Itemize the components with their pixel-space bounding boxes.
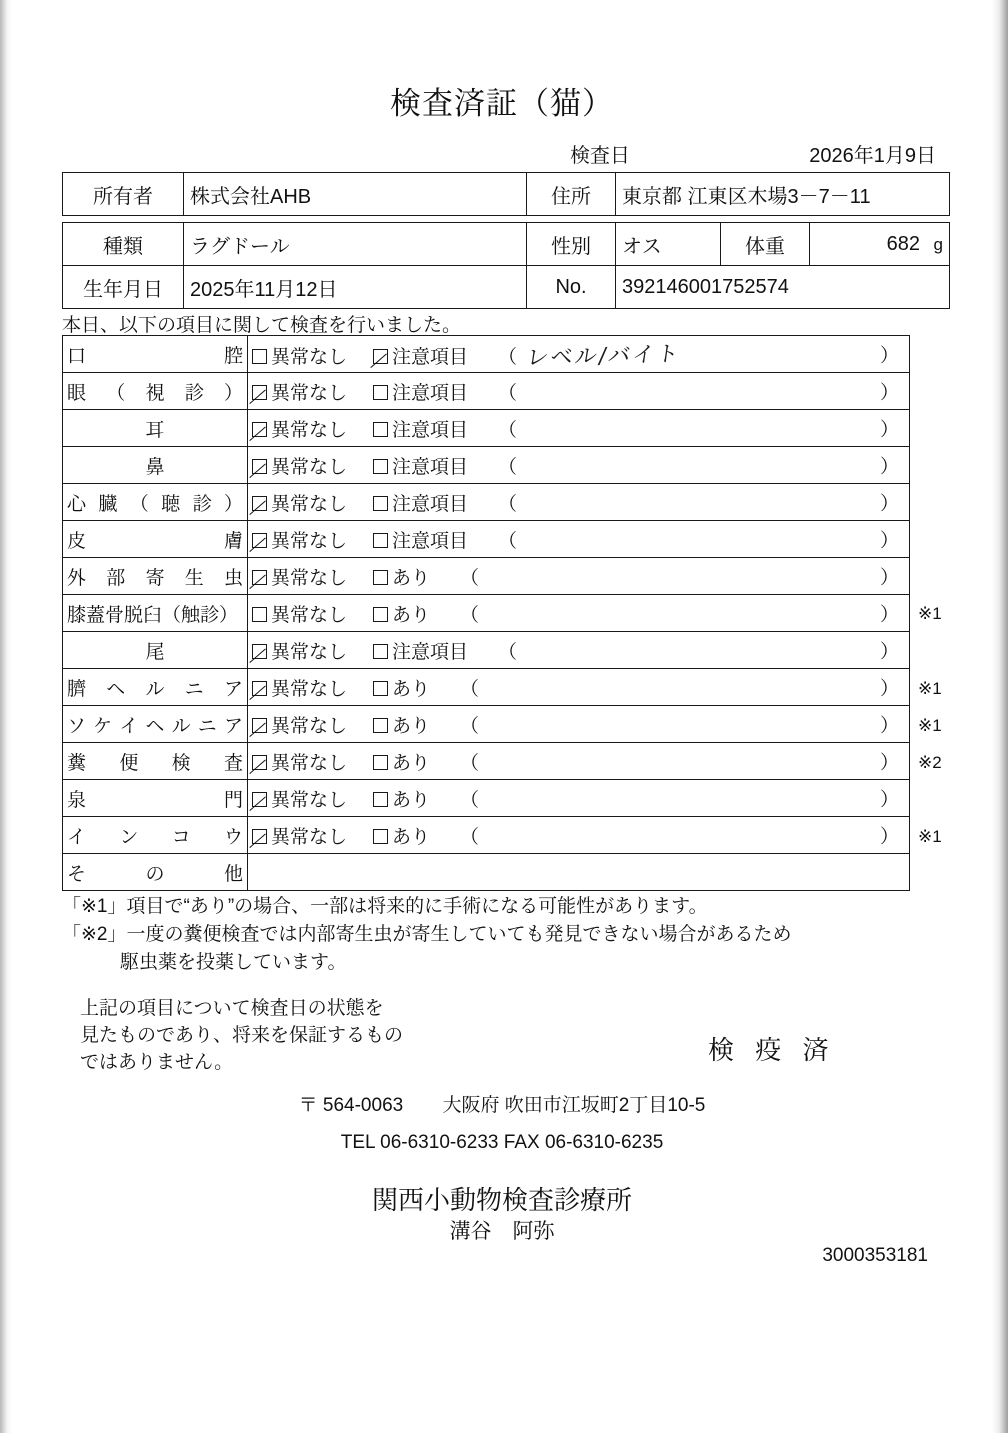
- exam-row-options: [248, 595, 910, 632]
- remark-paren-close: ）: [879, 530, 899, 552]
- option-normal-label: 異常なし: [271, 641, 348, 663]
- checkbox-icon[interactable]: [373, 496, 388, 511]
- checkbox-icon[interactable]: [373, 755, 388, 770]
- number-value: 392146001752574: [616, 266, 950, 309]
- remark-paren-close: ）: [879, 715, 899, 737]
- exam-row-options: [248, 669, 910, 706]
- checkbox-icon[interactable]: [252, 349, 267, 364]
- exam-row-options: [248, 854, 910, 891]
- option-attention[interactable]: [373, 674, 430, 701]
- option-normal-label: 異常なし: [271, 567, 348, 589]
- exam-date-bar: [18, 139, 986, 169]
- disclaimer-line-3: ではありません。: [80, 1052, 234, 1073]
- option-attention-label: 注意項目: [392, 641, 469, 663]
- exam-row-options: [248, 743, 910, 780]
- address-value: 東京都 江東区木場3－7－11: [616, 173, 950, 216]
- table-row: [63, 373, 910, 410]
- remark-paren-open: （: [498, 641, 518, 663]
- clinic-address-line: [18, 1090, 986, 1117]
- exam-row-label: 泉 門: [63, 780, 248, 817]
- checkbox-checked-icon[interactable]: [252, 792, 267, 807]
- remark-paren-open: （: [460, 752, 480, 774]
- checkbox-icon[interactable]: [373, 459, 388, 474]
- option-normal[interactable]: [252, 489, 347, 516]
- checkbox-icon[interactable]: [373, 681, 388, 696]
- exam-row-options: [248, 780, 910, 817]
- checkbox-checked-icon[interactable]: [252, 644, 267, 659]
- option-attention[interactable]: [373, 342, 468, 369]
- option-normal-label: 異常なし: [271, 789, 348, 811]
- disclaimer-line-1: 上記の項目について検査日の状態を: [80, 998, 384, 1019]
- checkbox-icon[interactable]: [373, 422, 388, 437]
- intro-note: 本日、以下の項目に関して検査を行いました。: [62, 315, 462, 336]
- exam-row-label: 皮 膚: [63, 521, 248, 558]
- exam-row-options: [248, 410, 910, 447]
- footnote-3: 駆虫薬を投薬しています。: [120, 952, 347, 973]
- option-attention[interactable]: [373, 600, 430, 627]
- exam-row-label: 膝蓋骨脱臼（触診）: [63, 595, 248, 632]
- option-normal[interactable]: [252, 785, 347, 812]
- footnote-mark: ※1: [918, 827, 942, 847]
- option-normal[interactable]: [252, 674, 347, 701]
- footnote-mark: ※2: [918, 753, 942, 773]
- option-attention[interactable]: [373, 489, 468, 516]
- checkbox-checked-icon[interactable]: [252, 496, 267, 511]
- footnote-mark: ※1: [918, 678, 942, 698]
- footnote-mark-empty: [918, 781, 978, 818]
- owner-table: [62, 172, 950, 216]
- owner-label: 所有者: [63, 173, 184, 216]
- birthdate-value: 2025年11月12日: [184, 266, 527, 309]
- weight-value: 682: [886, 232, 920, 255]
- option-normal[interactable]: [252, 415, 347, 442]
- remark-paren-open: （: [460, 567, 480, 589]
- option-normal-label: 異常なし: [271, 456, 348, 478]
- checkbox-icon[interactable]: [252, 607, 267, 622]
- page-title: 検査済証（猫）: [390, 86, 614, 121]
- option-normal-label: 異常なし: [271, 493, 348, 515]
- checkbox-checked-icon[interactable]: [252, 422, 267, 437]
- option-attention-label: 注意項目: [392, 419, 469, 441]
- option-normal[interactable]: [252, 711, 347, 738]
- exam-row-label: 耳: [63, 410, 248, 447]
- exam-row-label: 鼻: [63, 447, 248, 484]
- exam-date-label: 検査日: [570, 145, 630, 167]
- breed-value: ラグドール: [184, 223, 527, 266]
- option-normal-label: 異常なし: [271, 678, 348, 700]
- weight-value-cell: [810, 223, 950, 266]
- option-attention[interactable]: [373, 822, 430, 849]
- option-attention-label: 注意項目: [392, 456, 469, 478]
- exam-row-options: [248, 447, 910, 484]
- checkbox-checked-icon[interactable]: [373, 349, 388, 364]
- remark-paren-close: ）: [879, 493, 899, 515]
- checkbox-icon[interactable]: [373, 533, 388, 548]
- option-attention-label: 注意項目: [392, 346, 469, 368]
- option-normal[interactable]: [252, 637, 347, 664]
- table-row: [63, 669, 910, 706]
- footnote-mark-empty: [918, 484, 978, 521]
- remark-paren-close: ）: [879, 752, 899, 774]
- checkbox-icon[interactable]: [373, 385, 388, 400]
- table-row: [63, 266, 950, 309]
- checkbox-checked-icon[interactable]: [252, 570, 267, 585]
- option-attention-label: あり: [392, 826, 431, 848]
- remark-paren-open: （: [460, 826, 480, 848]
- checkbox-icon[interactable]: [373, 644, 388, 659]
- disclaimer-line-2: 見たものであり、将来を保証するもの: [80, 1025, 404, 1046]
- sex-value: オス: [616, 223, 721, 266]
- quarantine-stamp: 検 疫 済: [708, 1035, 836, 1065]
- table-row: [63, 173, 950, 216]
- remark-paren-close: ）: [879, 345, 899, 367]
- option-normal[interactable]: [252, 600, 347, 627]
- checkbox-checked-icon[interactable]: [252, 718, 267, 733]
- exam-row-options: [248, 558, 910, 595]
- footnote-mark-empty: [918, 633, 978, 670]
- option-attention-label: あり: [392, 678, 431, 700]
- table-row: [63, 632, 910, 669]
- table-row: [63, 410, 910, 447]
- exam-row-label: イ ン コ ウ: [63, 817, 248, 854]
- reference-number: 3000353181: [822, 1245, 928, 1266]
- option-attention-label: 注意項目: [392, 382, 469, 404]
- remark-paren-open: （: [498, 346, 518, 368]
- option-normal[interactable]: [252, 822, 347, 849]
- remark-paren-close: ）: [879, 641, 899, 663]
- option-attention-label: あり: [392, 567, 431, 589]
- checkbox-checked-icon[interactable]: [252, 459, 267, 474]
- table-row: [63, 817, 910, 854]
- table-row: [63, 484, 910, 521]
- remark-paren-close: ）: [879, 456, 899, 478]
- footnote-marks-column: [918, 335, 978, 893]
- remark-paren-close: ）: [879, 567, 899, 589]
- remark-paren-close: ）: [879, 382, 899, 404]
- checkbox-checked-icon[interactable]: [252, 755, 267, 770]
- checkbox-icon[interactable]: [373, 607, 388, 622]
- option-normal-label: 異常なし: [271, 826, 348, 848]
- footnote-1: 「※1」項目で“あり”の場合、一部は将来的に手術になる可能性があります。: [62, 896, 708, 917]
- option-attention[interactable]: [373, 563, 430, 590]
- exam-row-options: [248, 484, 910, 521]
- checkbox-checked-icon[interactable]: [252, 533, 267, 548]
- exam-row-label: 眼 （ 視 診 ）: [63, 373, 248, 410]
- option-normal-label: 異常なし: [271, 346, 348, 368]
- exam-row-options: [248, 706, 910, 743]
- option-attention-label: あり: [392, 715, 431, 737]
- option-normal-label: 異常なし: [271, 382, 348, 404]
- option-attention[interactable]: [373, 748, 430, 775]
- footnote-mark-empty: [918, 372, 978, 409]
- option-normal-label: 異常なし: [271, 715, 348, 737]
- option-attention[interactable]: [373, 415, 468, 442]
- table-row: [63, 558, 910, 595]
- sex-label: 性別: [527, 223, 616, 266]
- remark-paren-open: （: [460, 789, 480, 811]
- option-attention[interactable]: [373, 785, 430, 812]
- handwritten-remark: レベル/バイト: [524, 341, 683, 371]
- owner-value: 株式会社AHB: [184, 173, 527, 216]
- exam-row-options: [248, 521, 910, 558]
- option-attention-label: あり: [392, 752, 431, 774]
- checkbox-checked-icon[interactable]: [252, 385, 267, 400]
- option-attention[interactable]: [373, 452, 468, 479]
- footnote-2: 「※2」一度の糞便検査では内部寄生虫が寄生していても発見できない場合があるため: [62, 924, 792, 945]
- weight-label: 体重: [721, 223, 810, 266]
- remark-paren-open: （: [498, 382, 518, 404]
- table-row: [63, 780, 910, 817]
- exam-date-value: 2026年1月9日: [809, 145, 936, 167]
- exam-row-label: 糞 便 検 査: [63, 743, 248, 780]
- option-normal-label: 異常なし: [271, 752, 348, 774]
- option-normal[interactable]: [252, 342, 347, 369]
- option-normal[interactable]: [252, 563, 347, 590]
- footnote-mark-empty: [918, 447, 978, 484]
- option-attention-label: 注意項目: [392, 530, 469, 552]
- table-row: [63, 706, 910, 743]
- checkbox-icon[interactable]: [373, 792, 388, 807]
- clinic-tel-fax: TEL 06-6310-6233 FAX 06-6310-6235: [340, 1132, 664, 1153]
- pet-table: [62, 222, 950, 309]
- option-attention-label: あり: [392, 604, 431, 626]
- remark-paren-open: （: [498, 419, 518, 441]
- option-attention[interactable]: [373, 526, 468, 553]
- disclaimer: [80, 995, 403, 1076]
- checkbox-icon[interactable]: [373, 718, 388, 733]
- option-normal-label: 異常なし: [271, 530, 348, 552]
- exam-row-label: 口 腔: [63, 336, 248, 373]
- clinic-zip: 〒 564-0063: [298, 1095, 404, 1116]
- option-normal[interactable]: [252, 378, 347, 405]
- remark-paren-close: ）: [879, 604, 899, 626]
- exam-row-label: 心 臓 （ 聴 診 ）: [63, 484, 248, 521]
- veterinarian-name: 溝谷 阿弥: [449, 1220, 555, 1243]
- footnote-mark-empty: [918, 335, 978, 372]
- option-normal[interactable]: [252, 452, 347, 479]
- remark-paren-open: （: [460, 678, 480, 700]
- option-normal-label: 異常なし: [271, 419, 348, 441]
- checkbox-icon[interactable]: [373, 570, 388, 585]
- exam-row-options: [248, 336, 910, 373]
- remark-paren-close: ）: [879, 678, 899, 700]
- exam-row-options: [248, 373, 910, 410]
- clinic-address: 大阪府 吹田市江坂町2丁目10-5: [442, 1095, 706, 1116]
- clinic-name: 関西小動物検査診療所: [371, 1185, 632, 1215]
- option-attention[interactable]: [373, 378, 468, 405]
- footnote-mark: ※1: [918, 604, 942, 624]
- remark-paren-close: ）: [879, 826, 899, 848]
- exam-row-options: [248, 817, 910, 854]
- option-attention-label: あり: [392, 789, 431, 811]
- number-label: No.: [527, 266, 616, 309]
- exam-row-label: ソ ケ イ ヘ ル ニ ア: [63, 706, 248, 743]
- breed-label: 種類: [63, 223, 184, 266]
- table-row: [63, 447, 910, 484]
- remark-paren-open: （: [460, 604, 480, 626]
- option-attention[interactable]: [373, 711, 430, 738]
- option-normal[interactable]: [252, 748, 347, 775]
- exam-row-label: そ の 他: [63, 854, 248, 891]
- table-row: [63, 595, 910, 632]
- option-attention[interactable]: [373, 637, 468, 664]
- weight-unit: g: [933, 234, 943, 254]
- remark-paren-open: （: [498, 493, 518, 515]
- remark-paren-close: ）: [879, 419, 899, 441]
- examination-table: [62, 335, 910, 891]
- birthdate-label: 生年月日: [63, 266, 184, 309]
- exam-row-options: [248, 632, 910, 669]
- table-row: [63, 521, 910, 558]
- exam-row-label: 臍 ヘ ル ニ ア: [63, 669, 248, 706]
- remark-paren-open: （: [498, 530, 518, 552]
- footnote-mark-empty: [918, 521, 978, 558]
- option-attention-label: 注意項目: [392, 493, 469, 515]
- remark-paren-open: （: [498, 456, 518, 478]
- checkbox-icon[interactable]: [373, 829, 388, 844]
- document-sheet: [18, 0, 986, 1433]
- table-row: [63, 743, 910, 780]
- table-row: [63, 854, 910, 891]
- footnote-mark-empty: [918, 409, 978, 446]
- footnote-mark-empty: [918, 856, 978, 893]
- footnote-mark-empty: [918, 558, 978, 595]
- exam-row-label: 外 部 寄 生 虫: [63, 558, 248, 595]
- table-row: [63, 223, 950, 266]
- checkbox-checked-icon[interactable]: [252, 829, 267, 844]
- remark-paren-close: ）: [879, 789, 899, 811]
- option-normal-label: 異常なし: [271, 604, 348, 626]
- remark-paren-open: （: [460, 715, 480, 737]
- footnotes: [62, 893, 792, 977]
- table-row: [63, 336, 910, 373]
- option-normal[interactable]: [252, 526, 347, 553]
- footnote-mark: ※1: [918, 715, 942, 735]
- exam-row-label: 尾: [63, 632, 248, 669]
- address-label: 住所: [527, 173, 616, 216]
- checkbox-checked-icon[interactable]: [252, 681, 267, 696]
